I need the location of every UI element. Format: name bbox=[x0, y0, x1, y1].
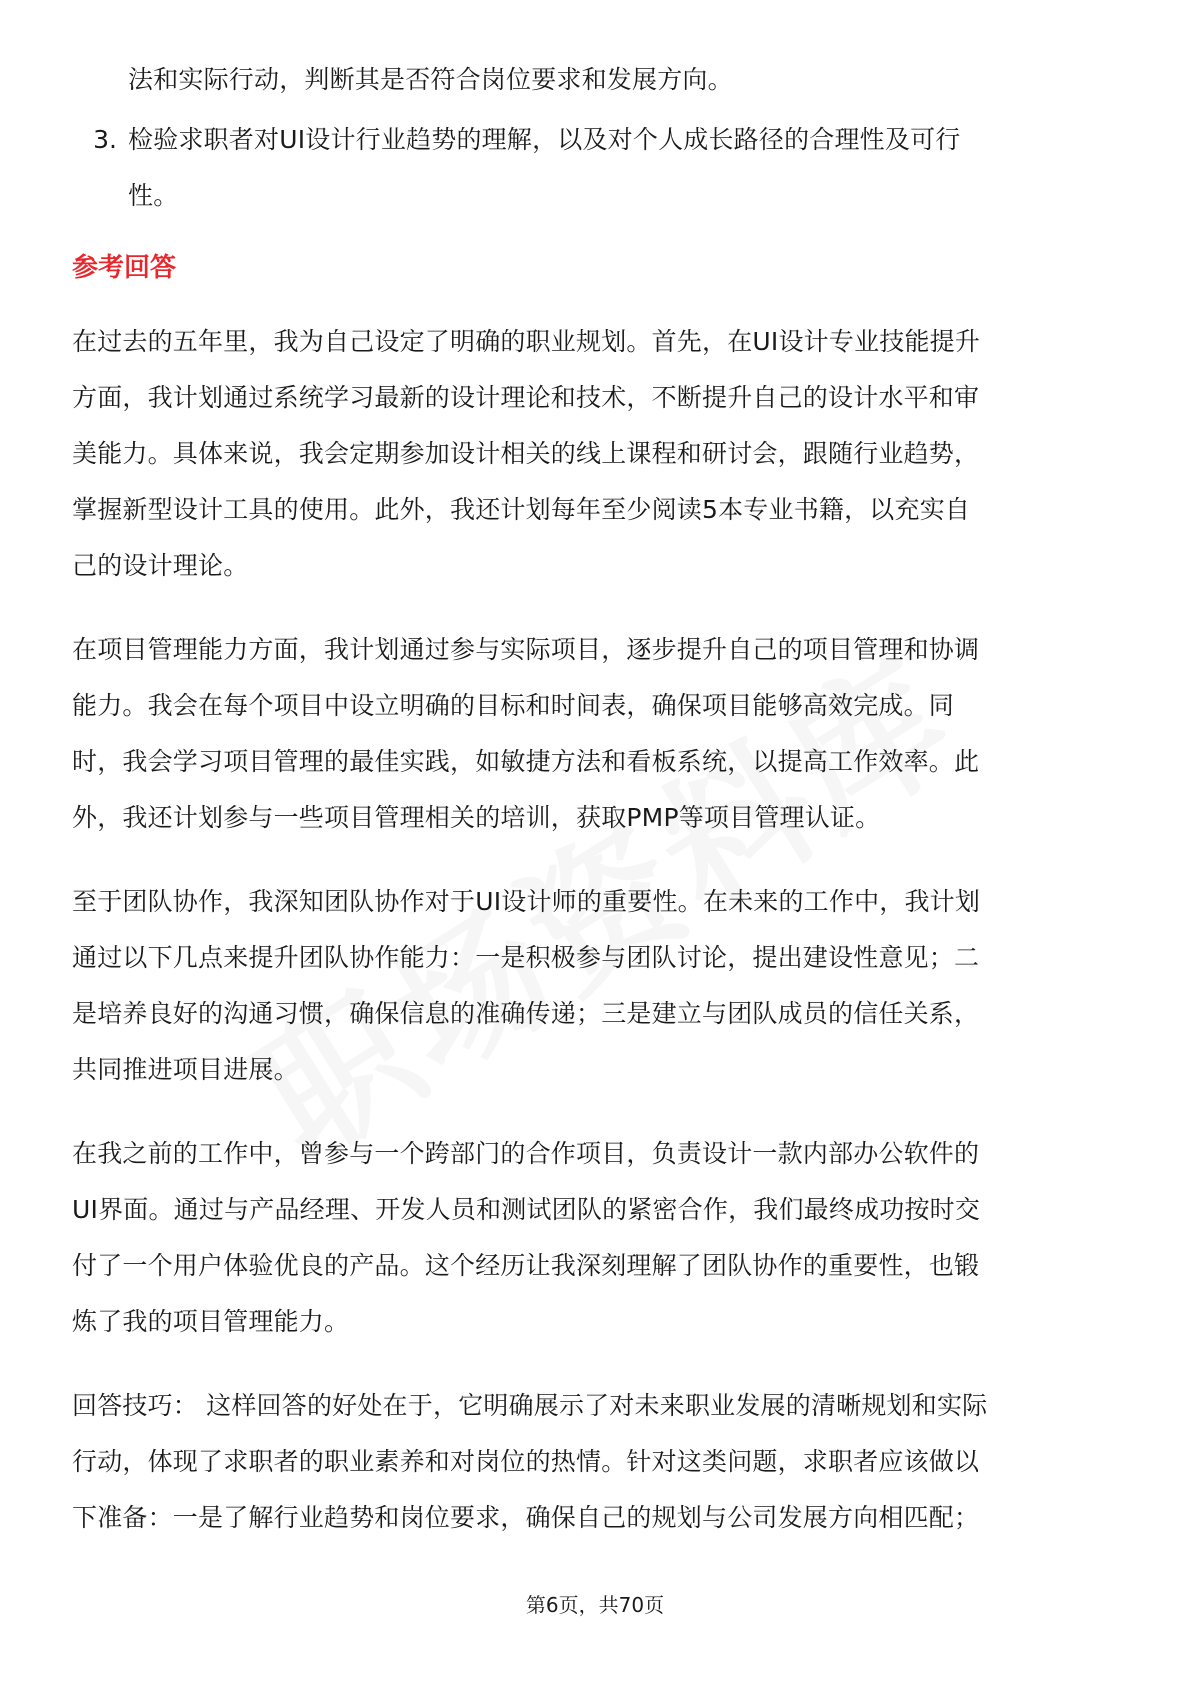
list-item-3 bbox=[72, 112, 1128, 224]
paragraph-line: 回答技巧： 这样回答的好处在于，它明确展示了对未来职业发展的清晰规划和实际 bbox=[72, 1391, 988, 1420]
paragraph-line: 在我之前的工作中，曾参与一个跨部门的合作项目，负责设计一款内部办公软件的 bbox=[72, 1139, 980, 1168]
list-item-line: 检验求职者对UI设计行业趋势的理解，以及对个人成长路径的合理性及可行 bbox=[128, 125, 961, 154]
continued-list-text: 法和实际行动，判断其是否符合岗位要求和发展方向。 bbox=[128, 65, 733, 94]
paragraph-line: 共同推进项目进展。 bbox=[72, 1055, 299, 1084]
paragraph-line: 通过以下几点来提升团队协作能力：一是积极参与团队讨论，提出建设性意见；二 bbox=[72, 943, 980, 972]
paragraph-line: 是培养良好的沟通习惯，确保信息的准确传递；三是建立与团队成员的信任关系， bbox=[72, 999, 980, 1028]
paragraph-line: 掌握新型设计工具的使用。此外，我还计划每年至少阅读5本专业书籍，以充实自 bbox=[72, 495, 971, 524]
list-number: 3. bbox=[93, 125, 117, 154]
paragraph-line: 付了一个用户体验优良的产品。这个经历让我深刻理解了团队协作的重要性，也锻 bbox=[72, 1251, 980, 1280]
paragraph-line: 方面，我计划通过系统学习最新的设计理论和技术，不断提升自己的设计水平和审 bbox=[72, 383, 980, 412]
paragraph-line: 美能力。具体来说，我会定期参加设计相关的线上课程和研讨会，跟随行业趋势， bbox=[72, 439, 980, 468]
paragraph bbox=[72, 1126, 1128, 1350]
paragraph-line: 行动，体现了求职者的职业素养和对岗位的热情。针对这类问题，求职者应该做以 bbox=[72, 1447, 980, 1476]
page-number-footer: 第6页，共70页 bbox=[525, 1593, 665, 1617]
paragraph-line: 在项目管理能力方面，我计划通过参与实际项目，逐步提升自己的项目管理和协调 bbox=[72, 635, 980, 664]
document-content bbox=[72, 52, 1128, 1574]
paragraph-line: 下准备：一是了解行业趋势和岗位要求，确保自己的规划与公司发展方向相匹配； bbox=[72, 1503, 980, 1532]
paragraph-line: 时，我会学习项目管理的最佳实践，如敏捷方法和看板系统，以提高工作效率。此 bbox=[72, 747, 980, 776]
paragraph-line: 至于团队协作，我深知团队协作对于UI设计师的重要性。在未来的工作中，我计划 bbox=[72, 887, 981, 916]
paragraph bbox=[72, 874, 1128, 1098]
paragraph bbox=[72, 1378, 1128, 1546]
list-item-body bbox=[128, 112, 1128, 224]
paragraph-line: UI界面。通过与产品经理、开发人员和测试团队的紧密合作，我们最终成功按时交 bbox=[72, 1195, 981, 1224]
paragraph-line: 外，我还计划参与一些项目管理相关的培训，获取PMP等项目管理认证。 bbox=[72, 803, 881, 832]
paragraph-line: 己的设计理论。 bbox=[72, 551, 249, 580]
section-title: 参考回答 bbox=[72, 253, 177, 283]
paragraph-line: 在过去的五年里，我为自己设定了明确的职业规划。首先，在UI设计专业技能提升 bbox=[72, 327, 981, 356]
paragraph-line: 能力。我会在每个项目中设立明确的目标和时间表，确保项目能够高效完成。同 bbox=[72, 691, 955, 720]
paragraph-line: 炼了我的项目管理能力。 bbox=[72, 1307, 350, 1336]
paragraph bbox=[72, 622, 1128, 846]
paragraph bbox=[72, 314, 1128, 594]
list-item-line: 性。 bbox=[128, 181, 179, 210]
